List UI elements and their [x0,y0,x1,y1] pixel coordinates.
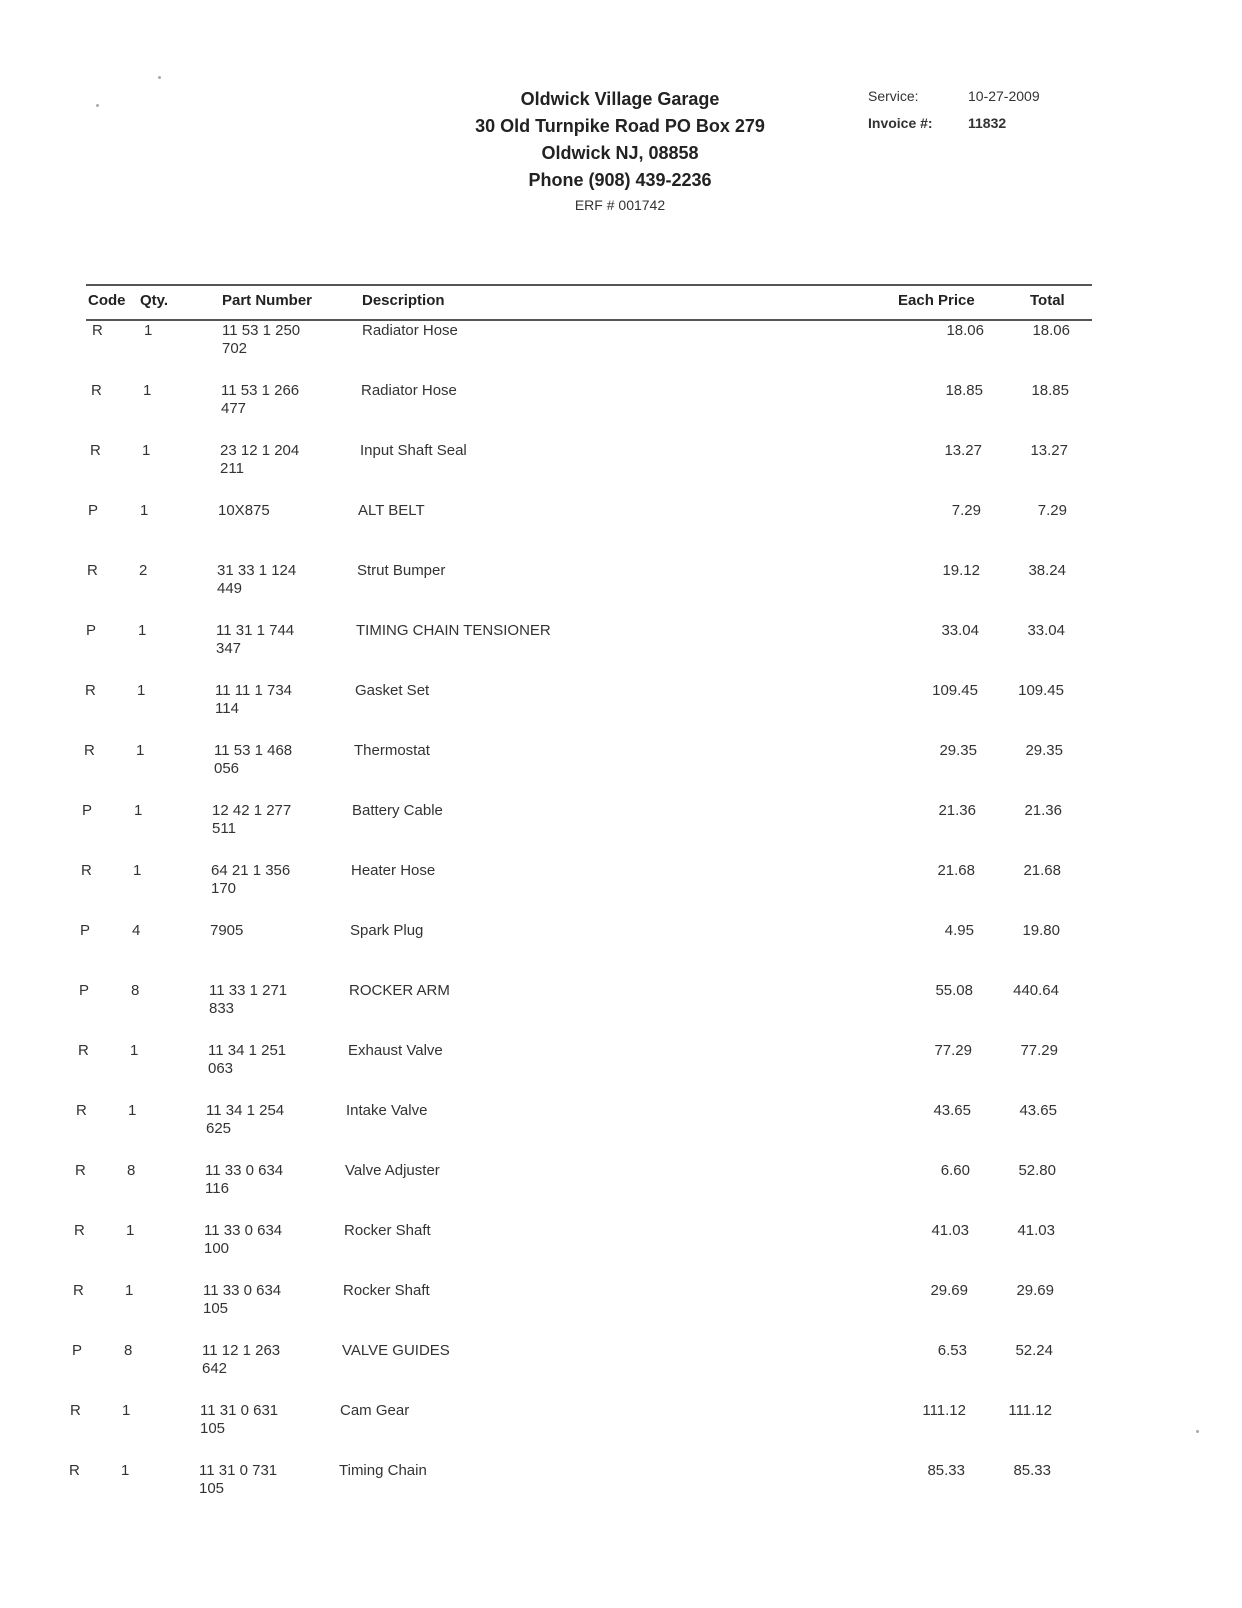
col-header-description: Description [362,292,445,309]
row-description: Intake Valve [346,1102,428,1119]
row-qty: 1 [138,622,147,639]
table-row [0,1102,1242,1162]
row-total: 43.65 [1019,1102,1057,1119]
row-description: Input Shaft Seal [360,442,467,459]
part-number-line1: 11 31 1 744 [216,622,295,639]
row-qty: 1 [144,322,153,339]
service-row [868,88,1040,115]
col-header-code: Code [88,292,126,309]
row-code: P [82,802,93,819]
col-header-total: Total [1030,292,1065,309]
row-code: R [78,1042,89,1059]
row-qty: 1 [143,382,152,399]
company-phone: Phone (908) 439-2236 [528,170,712,190]
row-total: 19.80 [1022,922,1060,939]
invoice-label: Invoice #: [868,115,933,131]
invoice-row [868,115,1040,142]
table-row [0,742,1242,802]
row-qty: 1 [142,442,151,459]
part-number-line2: 114 [215,700,239,717]
row-each-price: 4.95 [944,922,974,939]
invoice-meta [868,88,1040,142]
row-qty: 1 [140,502,149,519]
table-row [0,1282,1242,1342]
col-header-each-price: Each Price [898,292,975,309]
table-row [0,982,1242,1042]
row-each-price: 41.03 [931,1222,969,1239]
company-header [450,86,790,216]
row-each-price: 77.29 [934,1042,972,1059]
line-items [0,322,1242,1522]
part-number-line2: 833 [209,1000,235,1017]
row-qty: 1 [125,1282,134,1299]
part-number-line1: 11 31 0 731 [199,1462,278,1479]
row-code: P [79,982,90,999]
row-part-number [220,442,299,478]
row-part-number [211,862,290,898]
table-row [0,1402,1242,1462]
row-each-price: 7.29 [951,502,981,519]
part-number-line2: 211 [220,460,244,477]
table-row [0,1462,1242,1522]
part-number-line2: 449 [217,580,243,597]
row-description: VALVE GUIDES [342,1342,450,1359]
part-number-line1: 31 33 1 124 [217,562,297,579]
row-total: 33.04 [1027,622,1065,639]
part-number-line2: 642 [202,1360,228,1377]
row-total: 29.35 [1025,742,1063,759]
row-part-number [203,1282,281,1318]
company-address-line2: Oldwick NJ, 08858 [541,143,699,163]
part-number-line2: 105 [199,1480,225,1497]
row-total: 440.64 [1013,982,1059,999]
row-qty: 1 [130,1042,139,1059]
row-part-number [212,802,291,838]
row-description: Heater Hose [351,862,436,879]
col-header-qty: Qty. [140,292,169,309]
row-total: 13.27 [1030,442,1068,459]
part-number-line1: 11 34 1 251 [208,1042,287,1059]
row-part-number [215,682,292,718]
part-number-line1: 11 33 0 634 [203,1282,282,1299]
row-total: 111.12 [1008,1402,1052,1419]
row-total: 7.29 [1037,502,1067,519]
row-qty: 1 [126,1222,135,1239]
row-total: 85.33 [1013,1462,1051,1479]
row-part-number [206,1102,284,1138]
row-code: P [88,502,99,519]
row-total: 77.29 [1020,1042,1058,1059]
row-part-number [216,622,294,658]
row-description: Strut Bumper [357,562,446,579]
row-description: Gasket Set [355,682,430,699]
part-number-line1: 11 53 1 266 [221,382,300,399]
row-description: Battery Cable [352,802,443,819]
part-number-line1: 23 12 1 204 [220,442,300,459]
table-row [0,622,1242,682]
row-qty: 8 [127,1162,136,1179]
table-row [0,1222,1242,1282]
table-row [0,1162,1242,1222]
col-header-part-number: Part Number [222,292,313,309]
row-description: Rocker Shaft [343,1282,430,1299]
table-row [0,922,1242,982]
row-each-price: 19.12 [942,562,980,579]
part-number-line2: 105 [203,1300,229,1317]
row-description: ALT BELT [358,502,425,519]
row-code: P [72,1342,83,1359]
part-number-line2: 063 [208,1060,234,1077]
row-code: R [74,1222,85,1239]
row-total: 109.45 [1018,682,1064,699]
part-number-line2: 170 [211,880,237,897]
row-code: P [86,622,97,639]
row-qty: 8 [131,982,140,999]
row-part-number [222,322,300,358]
part-number-line1: 11 31 0 631 [200,1402,279,1419]
row-part-number [208,1042,286,1078]
part-number-line2: 100 [204,1240,230,1257]
row-part-number [205,1162,283,1198]
row-each-price: 13.27 [944,442,982,459]
part-number-line2: 116 [205,1180,229,1197]
table-row [0,862,1242,922]
row-description: ROCKER ARM [349,982,450,999]
row-code: R [73,1282,84,1299]
row-part-number [199,1462,277,1498]
table-header-rule [86,319,1092,321]
part-number-line1: 11 33 1 271 [209,982,288,999]
row-part-number [200,1402,278,1438]
company-name: Oldwick Village Garage [520,89,720,109]
row-part-number [218,502,270,520]
row-qty: 8 [124,1342,133,1359]
part-number-line1: 11 11 1 734 [215,682,293,699]
row-description: Valve Adjuster [345,1162,440,1179]
row-total: 38.24 [1028,562,1066,579]
row-code: R [69,1462,80,1479]
row-total: 18.85 [1031,382,1069,399]
company-address-line1: 30 Old Turnpike Road PO Box 279 [475,116,765,136]
erf-number: ERF # 001742 [574,197,666,213]
scan-speck [158,76,161,79]
scan-speck [96,104,99,107]
row-qty: 1 [121,1462,130,1479]
row-each-price: 18.06 [946,322,984,339]
part-number-line2: 347 [216,640,242,657]
table-row [0,562,1242,622]
service-label: Service: [868,88,919,104]
row-total: 21.68 [1023,862,1061,879]
part-number-line1: 11 33 0 634 [205,1162,284,1179]
part-number-line1: 11 33 0 634 [204,1222,283,1239]
row-part-number [214,742,292,778]
table-row [0,802,1242,862]
table-row [0,502,1242,562]
row-each-price: 6.53 [937,1342,967,1359]
row-code: R [92,322,103,339]
part-number-line2: 625 [206,1120,232,1137]
part-number-line1: 11 53 1 250 [222,322,301,339]
part-number-line2: 511 [212,820,236,837]
part-number-line2: 105 [200,1420,226,1437]
row-code: P [80,922,91,939]
table-top-rule [86,284,1092,286]
row-qty: 1 [137,682,146,699]
row-each-price: 111.12 [922,1402,966,1419]
row-each-price: 43.65 [933,1102,971,1119]
row-code: R [87,562,98,579]
row-code: R [70,1402,81,1419]
row-part-number [204,1222,282,1258]
row-total: 21.36 [1024,802,1062,819]
row-part-number [202,1342,280,1378]
row-each-price: 21.36 [938,802,976,819]
row-each-price: 55.08 [935,982,973,999]
part-number-line1: 7905 [210,922,244,939]
row-description: Radiator Hose [361,382,457,399]
row-code: R [75,1162,86,1179]
row-description: Thermostat [354,742,430,759]
row-each-price: 18.85 [945,382,983,399]
row-code: R [85,682,96,699]
row-description: Timing Chain [339,1462,427,1479]
row-description: Exhaust Valve [348,1042,443,1059]
row-description: Spark Plug [350,922,424,939]
row-total: 52.80 [1018,1162,1056,1179]
row-each-price: 29.35 [939,742,977,759]
part-number-line2: 056 [214,760,240,777]
row-qty: 1 [133,862,142,879]
part-number-line1: 11 53 1 468 [214,742,293,759]
row-qty: 1 [128,1102,137,1119]
row-code: R [90,442,101,459]
row-part-number [217,562,296,598]
row-each-price: 109.45 [932,682,978,699]
table-row [0,1342,1242,1402]
service-date: 10-27-2009 [968,88,1040,104]
row-each-price: 85.33 [927,1462,965,1479]
row-code: R [84,742,95,759]
part-number-line1: 11 34 1 254 [206,1102,285,1119]
row-part-number [221,382,299,418]
row-part-number [209,982,287,1018]
part-number-line1: 64 21 1 356 [211,862,291,879]
table-row [0,682,1242,742]
row-total: 52.24 [1015,1342,1053,1359]
row-qty: 4 [132,922,141,939]
row-total: 29.69 [1016,1282,1054,1299]
row-code: R [81,862,92,879]
row-description: Cam Gear [340,1402,410,1419]
row-each-price: 21.68 [937,862,975,879]
row-description: Rocker Shaft [344,1222,431,1239]
row-part-number [210,922,243,940]
table-row [0,1042,1242,1102]
table-row [0,322,1242,382]
row-code: R [91,382,102,399]
row-qty: 1 [136,742,145,759]
part-number-line1: 12 42 1 277 [212,802,292,819]
table-row [0,442,1242,502]
row-qty: 1 [122,1402,131,1419]
table-row [0,382,1242,442]
row-code: R [76,1102,87,1119]
part-number-line2: 702 [222,340,248,357]
part-number-line1: 10X875 [218,502,270,519]
part-number-line1: 11 12 1 263 [202,1342,281,1359]
invoice-number: 11832 [968,115,1007,131]
row-each-price: 6.60 [940,1162,970,1179]
row-total: 41.03 [1017,1222,1055,1239]
row-description: TIMING CHAIN TENSIONER [356,622,551,639]
row-qty: 1 [134,802,143,819]
row-each-price: 29.69 [930,1282,968,1299]
row-qty: 2 [139,562,148,579]
part-number-line2: 477 [221,400,247,417]
row-total: 18.06 [1032,322,1070,339]
row-description: Radiator Hose [362,322,458,339]
row-each-price: 33.04 [941,622,979,639]
